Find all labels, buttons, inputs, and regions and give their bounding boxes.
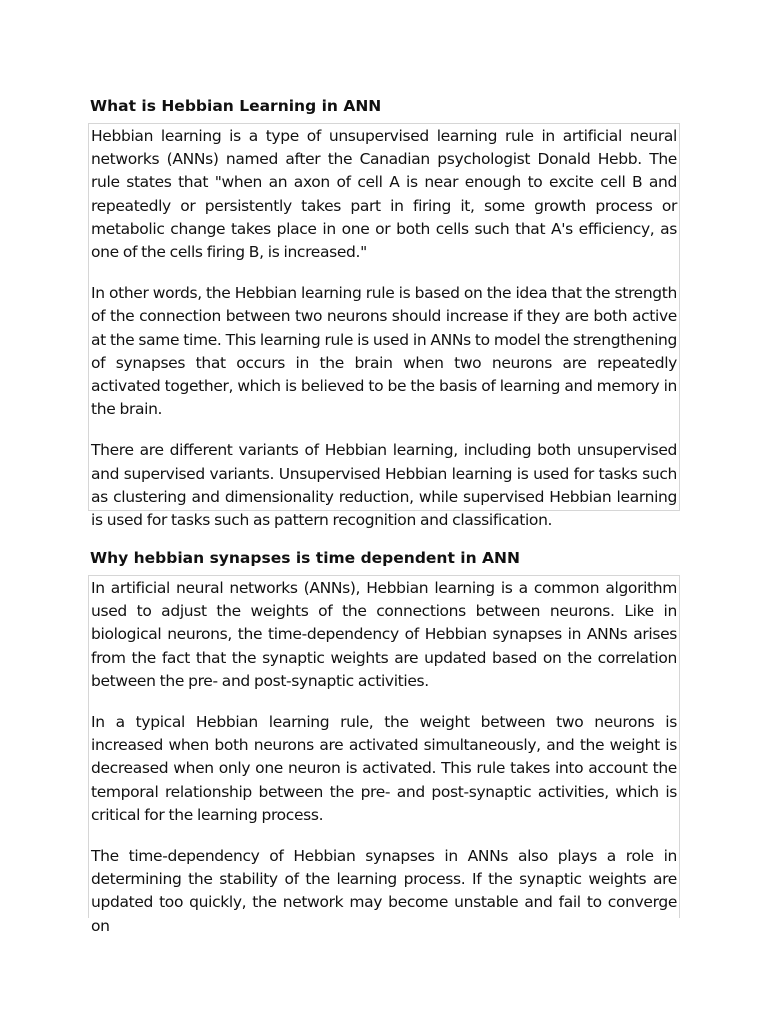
section-heading: Why hebbian synapses is time dependent in ANN bbox=[90, 549, 520, 567]
paragraph: Hebbian learning is a type of unsupervised learning rule in artificial neural networks (ANNs) named after the Canadian psychologist Donald Hebb. The rule states that "when an axon of cell A is near enough to excite cell B and repeatedly or persistently takes part in firing it, some growth process or metabolic change takes place in one or both cells such that A's efficiency, as one of the cells firing B, is increased." bbox=[91, 127, 677, 262]
section-text-box bbox=[88, 123, 680, 530]
paragraph: In artificial neural networks (ANNs), Hebbian learning is a common algorithm used to adjust the weights of the connections between neurons. Like in biological neurons, the time-dependency of Hebbian synapses in ANNs arises from the fact that the synaptic weights are updated based on the correlation between the pre- and post-synaptic activities. bbox=[91, 579, 677, 690]
paragraph: The time-dependency of Hebbian synapses in ANNs also plays a role in determining the stability of the learning process. If the synaptic weights are updated too quickly, the network may become unstable and fail to converge on bbox=[91, 847, 677, 935]
paragraph: There are different variants of Hebbian learning, including both unsupervised and supervised variants. Unsupervised Hebbian learning is used for tasks such as clustering and dimensionality reduction, while supervised Hebbian learning is used for tasks such as pattern recognition and classification. bbox=[91, 441, 677, 530]
paragraph: In a typical Hebbian learning rule, the weight between two neurons is increased when both neurons are activated simultaneously, and the weight is decreased when only one neuron is activated. This rule takes into account the temporal relationship between the pre- and post-synaptic activities, which is critical for the learning process. bbox=[91, 713, 677, 824]
section-heading: What is Hebbian Learning in ANN bbox=[90, 97, 382, 115]
section-text-box bbox=[88, 575, 680, 935]
paragraph: In other words, the Hebbian learning rule is based on the idea that the strength of the connection between two neurons should increase if they are both active at the same time. This learning rule is used in ANNs to model the strengthening of synapses that occurs in the brain when two neurons are repeatedly activated together, which is believed to be the basis of learning and memory in the brain. bbox=[91, 284, 677, 419]
